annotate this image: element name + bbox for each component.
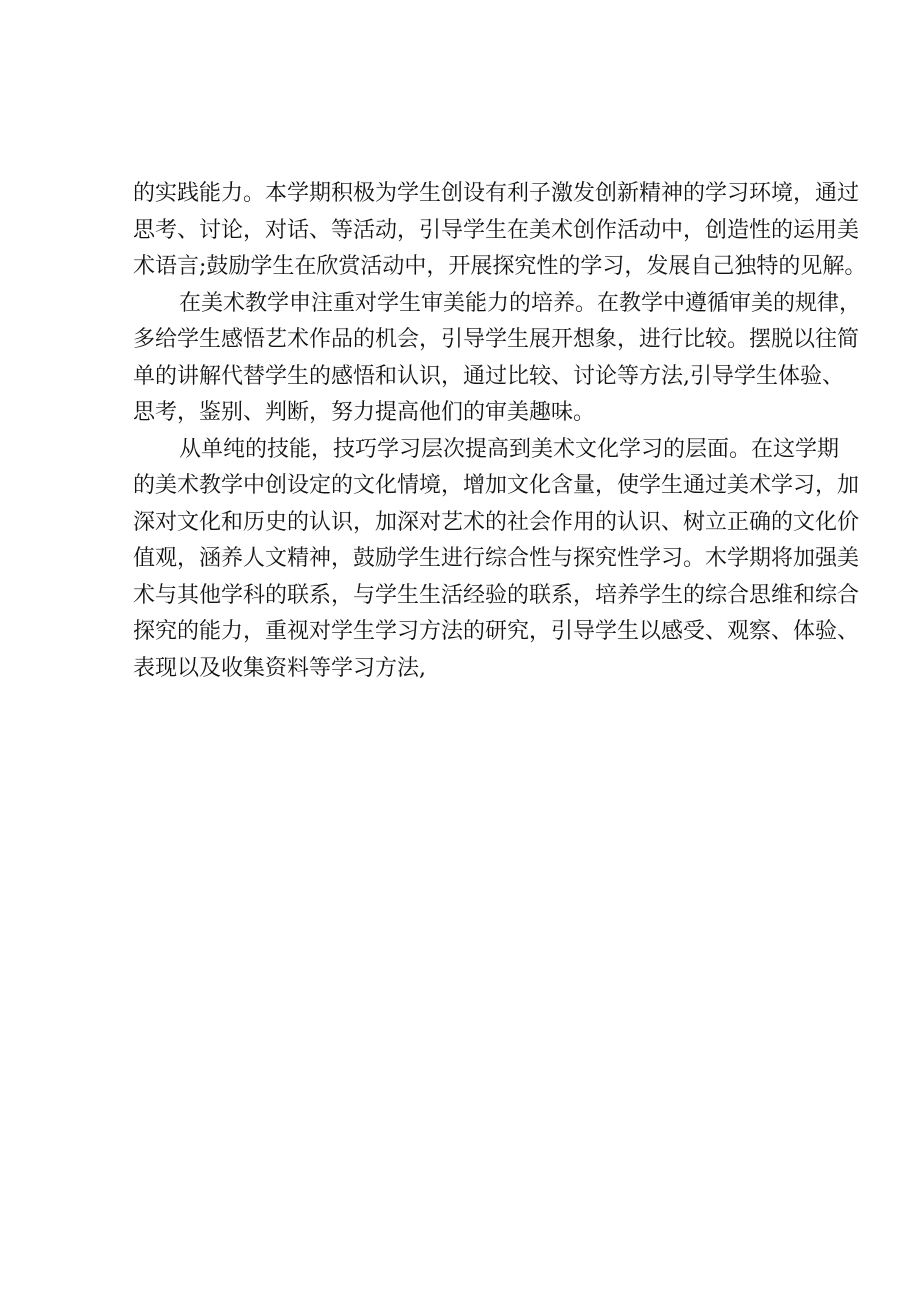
text-line: 术与其他学科的联系，与学生生活经验的联系，培养学生的综合思维和综合 (133, 582, 860, 608)
text-line: 术语言;鼓励学生在欣赏活动中，开展探究性的学习，发展自己独特的见解。 (133, 254, 867, 279)
text-line: 深对文化和历史的认识，加深对艺术的社会作用的认识、树立正确的文化价 (133, 509, 860, 535)
paragraph-1 (133, 176, 867, 286)
text-line-indented: 从单纯的技能，技巧学习层次提高到美术文化学习的层面。在这学期 (179, 436, 840, 462)
document-body (133, 176, 867, 687)
text-line: 的美术教学中创设定的文化情境，增加文化含量，使学生通过美术学习，加 (133, 473, 860, 498)
text-line: 思考，鉴别、判断，努力提高他们的审美趣味。 (133, 400, 596, 425)
text-line: 值观，涵养人文精神，鼓励学生进行综合性与探究性学习。木学期将加强美 (133, 546, 860, 571)
paragraph-3 (133, 432, 860, 688)
paragraph-2 (133, 286, 862, 432)
text-line: 单的讲解代替学生的感悟和认识，通过比较、讨论等方法,引导学生体验、 (133, 363, 844, 389)
text-line: 探究的能力，重视对学生学习方法的研究，引导学生以感受、观察、体验、 (133, 619, 860, 644)
text-line: 多给学生感悟艺术作品的机会，引导学生展开想象，进行比较。摆脱以往简 (133, 327, 860, 352)
text-line: 思考、讨论，对话、等活动，引导学生在美术创作活动中，创造性的运用美 (133, 217, 860, 243)
text-line-indented: 在美术教学申注重对学生审美能力的培养。在教学中遵循审美的规律， (179, 290, 862, 316)
text-line: 表现以及收集资料等学习方法, (133, 655, 426, 681)
text-line: 的实践能力。本学期积极为学生创设有利子激发创新精神的学习环境，通过 (133, 181, 860, 206)
